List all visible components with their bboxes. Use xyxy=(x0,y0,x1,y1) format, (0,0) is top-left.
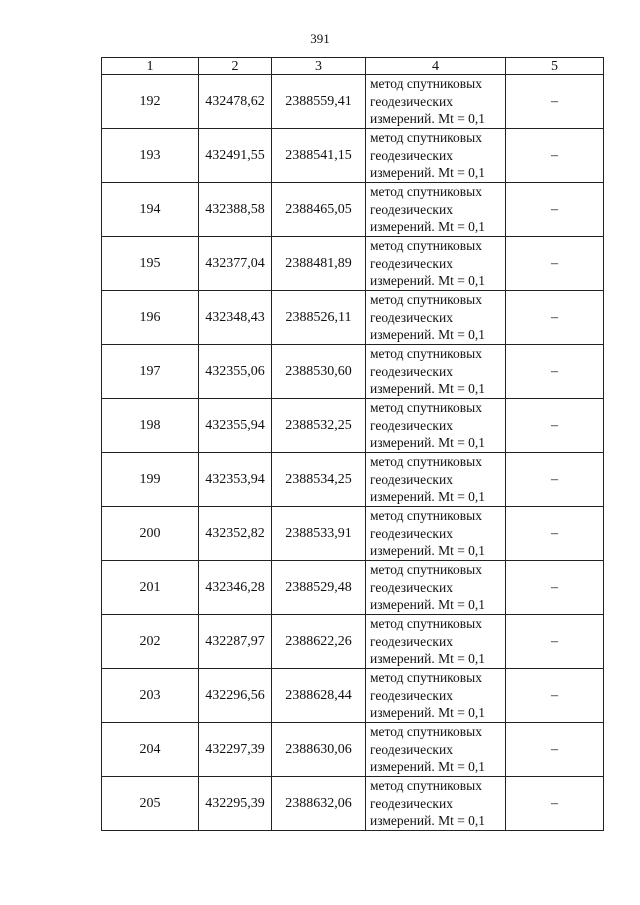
method-line: измерений. Mt = 0,1 xyxy=(370,165,486,181)
method-line: метод спутниковых xyxy=(370,346,482,362)
table-row xyxy=(102,561,604,615)
method-line: метод спутниковых xyxy=(370,184,482,200)
note-cell: – xyxy=(506,183,604,237)
table-row xyxy=(102,291,604,345)
method-line: измерений. Mt = 0,1 xyxy=(370,111,486,127)
method-line: геодезических xyxy=(370,471,453,487)
method-line: измерений. Mt = 0,1 xyxy=(370,489,486,505)
note-cell: – xyxy=(506,129,604,183)
method-line: измерений. Mt = 0,1 xyxy=(370,705,486,721)
method-line: геодезических xyxy=(370,255,453,271)
column-header-4: 4 xyxy=(366,58,506,75)
table-row xyxy=(102,507,604,561)
x-coordinate-cell: 432352,82 xyxy=(199,507,272,561)
y-coordinate-cell: 2388526,11 xyxy=(272,291,366,345)
y-coordinate-cell: 2388541,15 xyxy=(272,129,366,183)
point-number-cell: 205 xyxy=(102,777,199,831)
point-number-cell: 200 xyxy=(102,507,199,561)
method-cell xyxy=(366,669,506,723)
method-line: геодезических xyxy=(370,525,453,541)
table-row xyxy=(102,669,604,723)
x-coordinate-cell: 432388,58 xyxy=(199,183,272,237)
y-coordinate-cell: 2388533,91 xyxy=(272,507,366,561)
point-number-cell: 198 xyxy=(102,399,199,453)
method-line: измерений. Mt = 0,1 xyxy=(370,219,486,235)
column-header-5: 5 xyxy=(506,58,604,75)
x-coordinate-cell: 432355,94 xyxy=(199,399,272,453)
y-coordinate-cell: 2388465,05 xyxy=(272,183,366,237)
method-cell xyxy=(366,75,506,129)
method-line: метод спутниковых xyxy=(370,778,482,794)
coordinates-table xyxy=(101,57,604,831)
table-header-row xyxy=(102,58,604,75)
table-row xyxy=(102,75,604,129)
method-line: геодезических xyxy=(370,687,453,703)
method-line: геодезических xyxy=(370,93,453,109)
table-body xyxy=(102,75,604,831)
method-cell xyxy=(366,345,506,399)
point-number-cell: 199 xyxy=(102,453,199,507)
method-line: геодезических xyxy=(370,633,453,649)
note-cell: – xyxy=(506,561,604,615)
x-coordinate-cell: 432491,55 xyxy=(199,129,272,183)
column-header-2: 2 xyxy=(199,58,272,75)
x-coordinate-cell: 432355,06 xyxy=(199,345,272,399)
point-number-cell: 193 xyxy=(102,129,199,183)
method-cell xyxy=(366,507,506,561)
method-cell xyxy=(366,129,506,183)
method-line: геодезических xyxy=(370,579,453,595)
x-coordinate-cell: 432297,39 xyxy=(199,723,272,777)
note-cell: – xyxy=(506,453,604,507)
y-coordinate-cell: 2388529,48 xyxy=(272,561,366,615)
x-coordinate-cell: 432377,04 xyxy=(199,237,272,291)
x-coordinate-cell: 432296,56 xyxy=(199,669,272,723)
method-line: измерений. Mt = 0,1 xyxy=(370,543,486,559)
method-line: геодезических xyxy=(370,741,453,757)
point-number-cell: 194 xyxy=(102,183,199,237)
y-coordinate-cell: 2388630,06 xyxy=(272,723,366,777)
y-coordinate-cell: 2388632,06 xyxy=(272,777,366,831)
table-row xyxy=(102,615,604,669)
page-number: 391 xyxy=(310,31,330,46)
table-row xyxy=(102,237,604,291)
point-number-cell: 197 xyxy=(102,345,199,399)
point-number-cell: 196 xyxy=(102,291,199,345)
y-coordinate-cell: 2388534,25 xyxy=(272,453,366,507)
method-line: измерений. Mt = 0,1 xyxy=(370,327,486,343)
y-coordinate-cell: 2388532,25 xyxy=(272,399,366,453)
note-cell: – xyxy=(506,75,604,129)
note-cell: – xyxy=(506,399,604,453)
y-coordinate-cell: 2388481,89 xyxy=(272,237,366,291)
method-line: измерений. Mt = 0,1 xyxy=(370,381,486,397)
method-line: измерений. Mt = 0,1 xyxy=(370,435,486,451)
method-cell xyxy=(366,777,506,831)
method-line: измерений. Mt = 0,1 xyxy=(370,597,486,613)
column-header-1: 1 xyxy=(102,58,199,75)
method-line: измерений. Mt = 0,1 xyxy=(370,813,486,829)
x-coordinate-cell: 432478,62 xyxy=(199,75,272,129)
x-coordinate-cell: 432295,39 xyxy=(199,777,272,831)
x-coordinate-cell: 432346,28 xyxy=(199,561,272,615)
table-row xyxy=(102,399,604,453)
x-coordinate-cell: 432353,94 xyxy=(199,453,272,507)
method-line: метод спутниковых xyxy=(370,454,482,470)
note-cell: – xyxy=(506,777,604,831)
note-cell: – xyxy=(506,615,604,669)
method-line: метод спутниковых xyxy=(370,400,482,416)
x-coordinate-cell: 432287,97 xyxy=(199,615,272,669)
method-cell xyxy=(366,183,506,237)
method-line: метод спутниковых xyxy=(370,238,482,254)
table-row xyxy=(102,777,604,831)
note-cell: – xyxy=(506,291,604,345)
y-coordinate-cell: 2388530,60 xyxy=(272,345,366,399)
method-line: измерений. Mt = 0,1 xyxy=(370,759,486,775)
method-line: метод спутниковых xyxy=(370,130,482,146)
method-cell xyxy=(366,723,506,777)
y-coordinate-cell: 2388628,44 xyxy=(272,669,366,723)
table-row xyxy=(102,183,604,237)
table-row xyxy=(102,129,604,183)
method-line: метод спутниковых xyxy=(370,562,482,578)
method-line: геодезических xyxy=(370,309,453,325)
method-cell xyxy=(366,237,506,291)
y-coordinate-cell: 2388559,41 xyxy=(272,75,366,129)
method-cell xyxy=(366,561,506,615)
y-coordinate-cell: 2388622,26 xyxy=(272,615,366,669)
method-line: измерений. Mt = 0,1 xyxy=(370,273,486,289)
method-line: геодезических xyxy=(370,795,453,811)
note-cell: – xyxy=(506,723,604,777)
note-cell: – xyxy=(506,345,604,399)
table-row xyxy=(102,453,604,507)
method-cell xyxy=(366,453,506,507)
note-cell: – xyxy=(506,669,604,723)
column-header-3: 3 xyxy=(272,58,366,75)
point-number-cell: 204 xyxy=(102,723,199,777)
method-line: измерений. Mt = 0,1 xyxy=(370,651,486,667)
method-line: метод спутниковых xyxy=(370,76,482,92)
method-line: геодезических xyxy=(370,201,453,217)
method-line: метод спутниковых xyxy=(370,616,482,632)
point-number-cell: 201 xyxy=(102,561,199,615)
table-row xyxy=(102,723,604,777)
x-coordinate-cell: 432348,43 xyxy=(199,291,272,345)
table-row xyxy=(102,345,604,399)
point-number-cell: 195 xyxy=(102,237,199,291)
point-number-cell: 203 xyxy=(102,669,199,723)
method-line: метод спутниковых xyxy=(370,508,482,524)
method-line: метод спутниковых xyxy=(370,292,482,308)
method-line: геодезических xyxy=(370,363,453,379)
method-cell xyxy=(366,399,506,453)
point-number-cell: 192 xyxy=(102,75,199,129)
note-cell: – xyxy=(506,237,604,291)
method-line: метод спутниковых xyxy=(370,724,482,740)
point-number-cell: 202 xyxy=(102,615,199,669)
method-line: геодезических xyxy=(370,147,453,163)
method-line: метод спутниковых xyxy=(370,670,482,686)
method-line: геодезических xyxy=(370,417,453,433)
note-cell: – xyxy=(506,507,604,561)
method-cell xyxy=(366,291,506,345)
method-cell xyxy=(366,615,506,669)
